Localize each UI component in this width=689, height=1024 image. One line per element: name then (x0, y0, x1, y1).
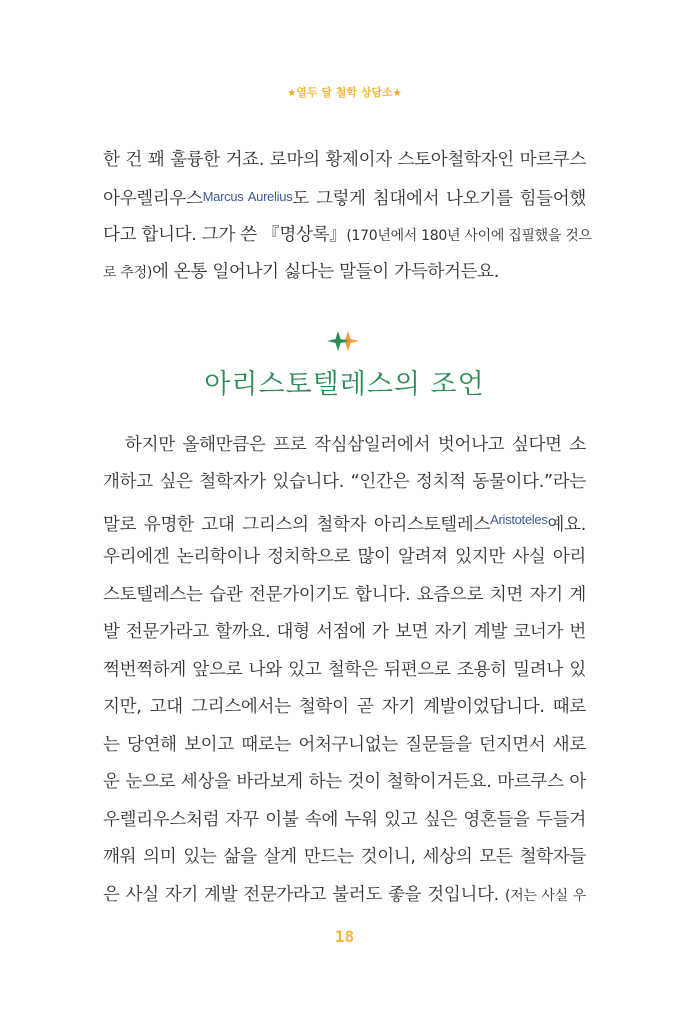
text-line: 아우렐리우스Marcus Aurelius도 그렇게 침대에서 나오기를 힘들어했 (103, 189, 587, 209)
text-line: 한 건 꽤 훌륭한 거죠. 로마의 황제이자 스토아철학자인 마르쿠스 (103, 150, 586, 170)
latin-annotation: Marcus Aurelius (202, 189, 293, 204)
text-line: 은 사실 자기 계발 전문가라고 불러도 좋을 것입니다. (저는 사실 우 (103, 885, 586, 905)
text-line: 지만, 고대 그리스에서는 철학이 곧 자기 계발이었답니다. 때로 (103, 697, 586, 717)
text-line: 스토텔레스는 습관 전문가이기도 합니다. 요즘으로 치면 자기 계 (103, 585, 586, 605)
text-line: 우렐리우스처럼 자꾸 이불 속에 누워 있고 싶은 영혼들을 두들겨 (103, 810, 586, 830)
parenthetical-note: (170년에서 180년 사이에 집필했을 것으 (346, 228, 592, 244)
star-icon: ★ (287, 88, 297, 99)
parenthetical-note: (저는 사실 우 (504, 888, 586, 904)
page-number: 18 (334, 927, 355, 946)
text-line: 하지만 올해만큼은 프로 작심삼일러에서 벗어나고 싶다면 소 (125, 435, 586, 455)
text-line: 운 눈으로 세상을 바라보게 하는 것이 철학이거든요. 마르쿠스 아 (103, 772, 586, 792)
running-header: ★열두 달 철학 상담소★ (287, 86, 402, 99)
text-line: 로 추정)에 온통 일어나기 싫다는 말들이 가득하거든요. (103, 262, 500, 282)
text-line: 개하고 싶은 철학자가 있습니다. “인간은 정치적 동물이다.”라는 (103, 472, 586, 492)
parenthetical-note: 로 추정) (103, 265, 152, 281)
text-line: 쩍번쩍하게 앞으로 나와 있고 철학은 뒤편으로 조용히 밀려나 있 (103, 660, 586, 680)
text-line: 다고 합니다. 그가 쓴 『명상록』(170년에서 180년 사이에 집필했을 것으 (103, 225, 592, 245)
text-line: 말로 유명한 고대 그리스의 철학자 아리스토텔레스$^{Aristoteles}$예요. (103, 512, 586, 535)
text-line: 깨워 의미 있는 삶을 살게 만드는 것이니, 세상의 모든 철학자들 (103, 847, 586, 867)
text-line: 우리에겐 논리학이나 정치학으로 많이 알려져 있지만 사실 아리 (103, 547, 586, 567)
sparkle-icon (327, 330, 361, 352)
section-heading: 아리스토텔레스의 조언 (204, 369, 485, 400)
text-line: 는 당연해 보이고 때로는 어처구니없는 질문들을 던지면서 새로 (103, 735, 586, 755)
text-line: 발 전문가라고 할까요. 대형 서점에 가 보면 자기 계발 코너가 번 (103, 622, 586, 642)
star-icon: ★ (392, 88, 402, 99)
latin-annotation: Aristoteles (490, 512, 548, 527)
